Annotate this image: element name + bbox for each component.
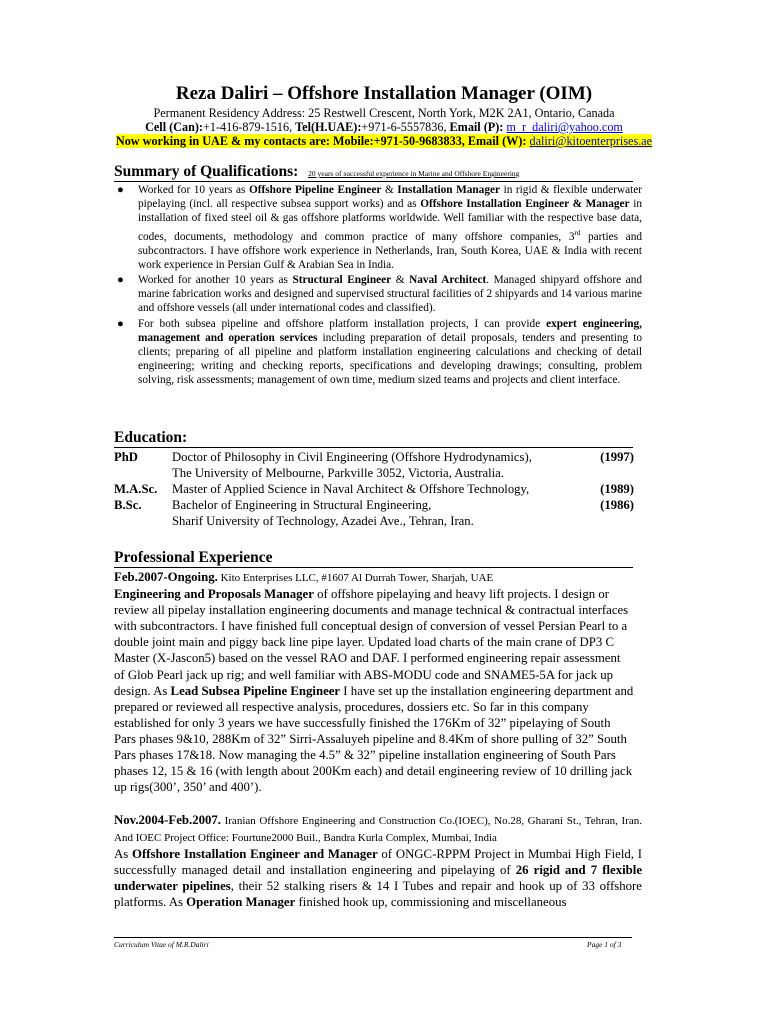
- table-row: [114, 449, 634, 465]
- text-bold: Offshore Installation Engineer & Manager: [420, 198, 630, 211]
- qualifications-subheading: 20 years of successful experience in Marine and Offshore Engineering: [308, 169, 520, 178]
- text: I have set up the installation engineering department and prepared or reviewed all respective analysis, procedures, dossiers etc. So far in this company established for only 3 years we have successfully finished the 176Km of 32” pipelaying of South Pars phases 9&10, 288Km of 32” Sirri-Assaluyeh pipeline and 8.4Km of shore pulling of 32” South Pars phases 17&18. Now managing the 4.5” & 32” pipeline installation engineering of South Pars phases 12, 15 & 16 (with length about 200Km each) and detail engineering review of 10 drilling jack up rigs(300’, 350’ and 400’).: [114, 683, 634, 795]
- footer-left: Curriculum Vitae of M.R.Daliri: [114, 940, 209, 949]
- qualifications-title: Summary of Qualifications:: [114, 163, 299, 180]
- degree-year: (1986): [600, 498, 634, 512]
- table-row: [114, 481, 634, 497]
- degree: B.Sc.: [114, 498, 142, 512]
- qualifications-heading: [114, 163, 633, 182]
- experience-heading: Professional Experience: [114, 549, 633, 568]
- text: . Managed shipyard offshore and marine fabrication works and designed and supervised structural facilities of 2 shipyards and 14 various marine and offshore vessels (all under international codes and classified).: [138, 273, 642, 315]
- education-table: [114, 449, 634, 529]
- work-email-link[interactable]: daliri@kitoenterprises.ae: [529, 134, 653, 148]
- degree-desc: Sharif University of Technology, Azadei Ave., Tehran, Iran.: [172, 514, 474, 528]
- text: Worked for another 10 years as: [138, 273, 293, 286]
- text: of offshore pipelaying and heavy lift projects. I design or review all pipelay installation engineering documents and manage technical & contractual interfaces with subcontractors. I have finished full conceptual design of conversion of vessel Persian Pearl to a double joint main and piggy back line pipe layer. Updated load charts of the main crane of DP3 C Master (X-Jascon5) based on the vessel RAO and DAF. I performed engineering repair assessment of Glob Pearl jack up rig; and well familiar with ABS-MODU code and SNAME5-5A for jack up design. As: [114, 587, 629, 698]
- cell-label: Cell (Can):: [145, 120, 203, 134]
- education-heading: Education:: [114, 429, 633, 448]
- text: As: [114, 847, 132, 862]
- degree-desc: Master of Applied Science in Naval Architect & Offshore Technology,: [172, 482, 530, 496]
- page-title: Reza Daliri – Offshore Installation Manager (OIM): [175, 83, 593, 104]
- text: finished hook up, commissioning and miscellaneous: [295, 895, 567, 910]
- table-row: [114, 497, 634, 513]
- text: including preparation of detail proposals, tenders and presenting to clients; preparing of all pipeline and platform installation engineering calculations and checking of detail engineering; writing and checking reports, specifications and developing drawings; consulting, problem solving, risk assessments; management of own time, medium sized teams and projects and client interface.: [138, 331, 642, 387]
- job-paragraph: [114, 569, 634, 795]
- table-row: [114, 513, 634, 529]
- degree-desc: Bachelor of Engineering in Structural Engineering,: [172, 498, 432, 512]
- contact-line: [0, 120, 768, 135]
- experience-job-1: [114, 569, 634, 795]
- list-item: [114, 273, 642, 316]
- bullet-icon: ●: [117, 184, 124, 196]
- text-bold: Engineering and Proposals Manager: [114, 587, 314, 602]
- text-bold: 26 rigid and 7 flexible underwater pipelines: [114, 863, 643, 894]
- uae-text: Now working in UAE & my contacts are: Mobile:+971-50-9683833, Email (W):: [115, 134, 527, 148]
- text: in installation of fixed steel oil & gas offshore platforms worldwide. Well familiar with the respective base data, codes, documents, methodology and common practice of many offshore companies, 3: [138, 198, 642, 243]
- list-item: [114, 183, 642, 272]
- text: parties and subcontractors. I have offshore work experience in Netherlands, Iran, South Korea, UAE & India with recent work experience in Persian Gulf & Arabian Sea in India.: [138, 230, 642, 271]
- experience-job-2: [114, 812, 642, 911]
- text-bold: Offshore Pipeline Engineer: [248, 184, 382, 196]
- uae-highlight: [116, 134, 652, 148]
- degree: M.A.Sc.: [114, 482, 158, 496]
- text: of ONGC-RPPM Project in Mumbai High Field, I successfully managed detail and installation engineering and pipelaying of: [114, 847, 642, 878]
- cell-value: +1-416-879-1516,: [202, 120, 293, 134]
- text: in rigid & flexible underwater pipelaying (incl. all respective subsea support works) and as: [138, 184, 643, 211]
- job-date: Feb.2007-Ongoing.: [114, 570, 218, 584]
- degree-desc: Doctor of Philosophy in Civil Engineering (Offshore Hydrodynamics),: [172, 450, 532, 464]
- personal-email-link[interactable]: m_r_daliri@yahoo.com: [506, 120, 623, 134]
- uae-contact-line: [0, 134, 768, 149]
- page-number: Page 1 of 3: [587, 940, 622, 949]
- tel-value: +971-6-5557836,: [361, 120, 447, 134]
- bullet-icon: ●: [117, 317, 124, 330]
- text-bold: Structural Engineer: [292, 273, 392, 286]
- text: For both subsea pipeline and offshore platform installation projects, I can provide: [138, 317, 547, 330]
- text-bold: Lead Subsea Pipeline Engineer: [170, 683, 341, 698]
- qualifications-list: [114, 183, 642, 389]
- job-place: Iranian Offshore Engineering and Construction Co.(IOEC), No.28, Gharani St., Tehran, Iran. And IOEC Project Office: Fourtune2000 Buil., Bandra Kurla Complex, Mumbai, India: [114, 815, 642, 845]
- text-bold: expert engineering, management and operation services: [138, 317, 642, 344]
- text: , their 52 stalking risers & 14 I Tubes and repair and hook up of 33 offshore platforms. As: [114, 879, 642, 910]
- superscript: rd: [574, 228, 581, 237]
- text-bold: Naval Architect: [409, 273, 487, 286]
- job-date: Nov.2004-Feb.2007.: [114, 813, 221, 827]
- degree-year: (1989): [600, 482, 634, 496]
- text: &: [391, 273, 410, 286]
- list-item: [114, 317, 642, 388]
- table-row: [114, 465, 634, 481]
- text-bold: Offshore Installation Engineer and Manager: [131, 847, 378, 862]
- residency-address: Permanent Residency Address: 25 Restwell Crescent, North York, M2K 2A1, Ontario, Canada: [153, 106, 615, 120]
- email-p-label: Email (P):: [449, 120, 504, 134]
- tel-label: Tel(H.UAE):: [295, 120, 362, 134]
- degree-year: (1997): [600, 450, 634, 464]
- footer-divider: [114, 937, 632, 938]
- degree-desc: The University of Melbourne, Parkville 3052, Victoria, Australia.: [172, 466, 504, 480]
- degree: PhD: [114, 450, 138, 464]
- job-place: Kito Enterprises LLC, #1607 Al Durrah Tower, Sharjah, UAE: [217, 572, 494, 584]
- text-bold: Operation Manager: [186, 895, 296, 910]
- text: Worked for 10 years as: [138, 184, 249, 196]
- job-paragraph: [114, 812, 642, 911]
- text-bold: Installation Manager: [397, 184, 501, 196]
- text: &: [381, 184, 398, 196]
- bullet-icon: ●: [117, 273, 124, 286]
